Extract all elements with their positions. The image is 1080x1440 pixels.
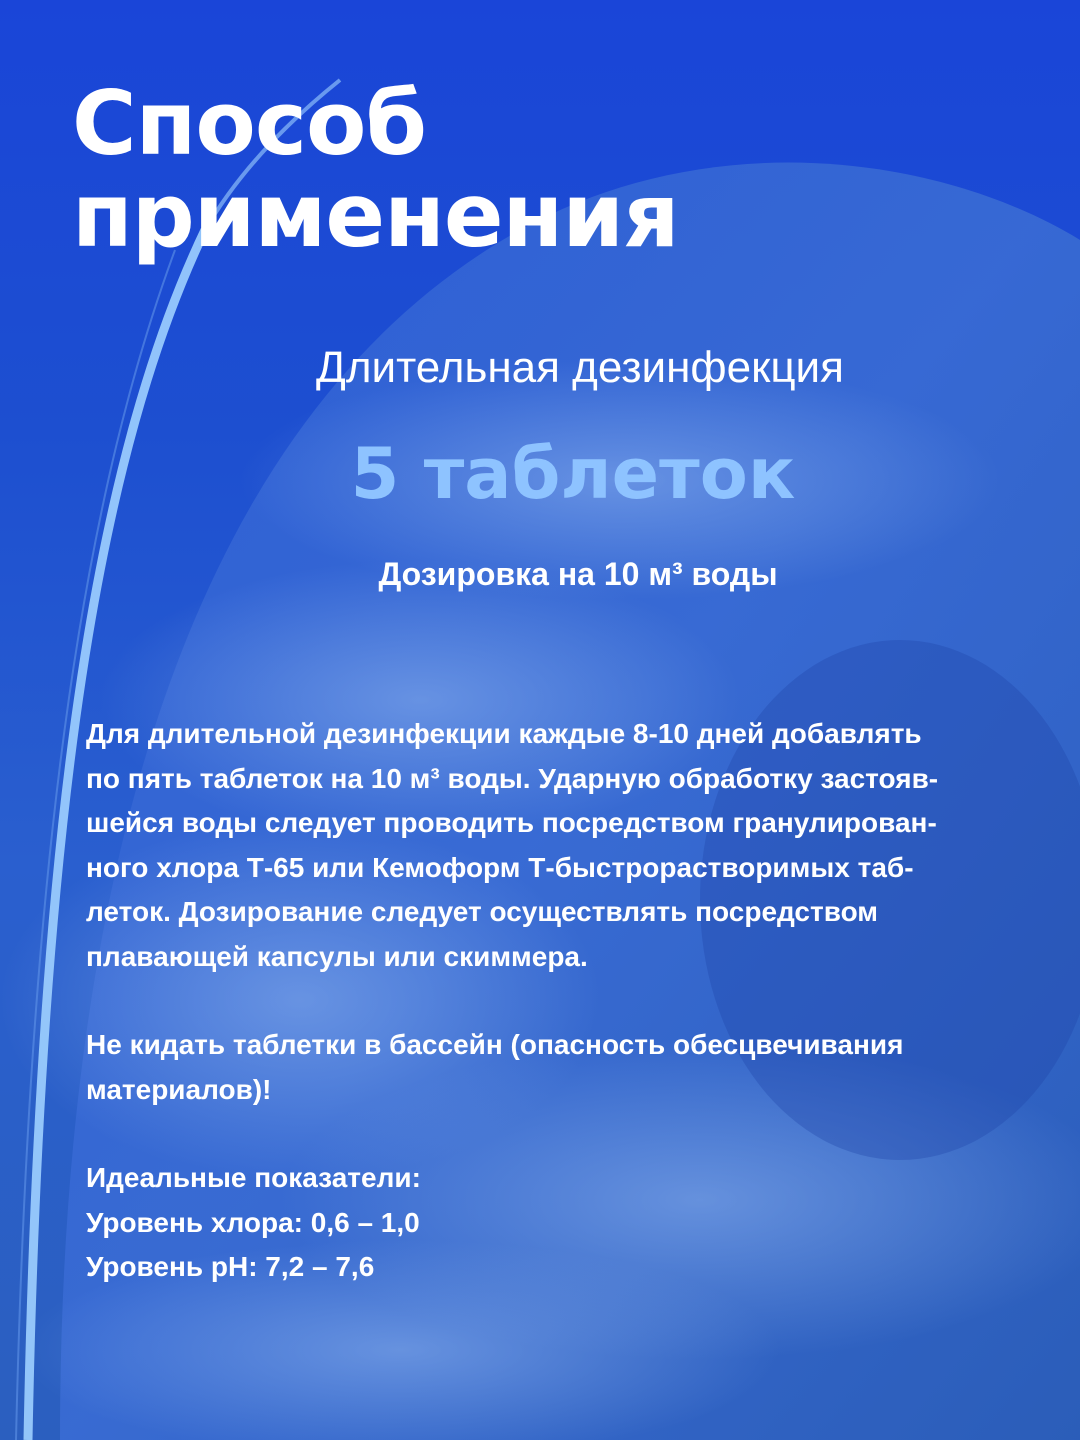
instructions-paragraph (86, 712, 1066, 979)
ideal-values (86, 1156, 1066, 1290)
title-line-2: применения (72, 164, 679, 267)
ph-level: Уровень pH: 7,2 – 7,6 (86, 1251, 375, 1282)
tablet-amount: 5 таблеток (350, 433, 796, 515)
subtitle: Длительная дезинфекция (316, 343, 844, 392)
dosage-note: Дозировка на 10 м³ воды (378, 556, 778, 592)
chlorine-level: Уровень хлора: 0,6 – 1,0 (86, 1206, 420, 1238)
ideal-heading: Идеальные показатели: (86, 1162, 421, 1193)
instructions-block (86, 712, 1066, 1290)
instructions-line: ного хлора Т-65 или Кемоформ Т-быстрорастворимых таб- (86, 851, 914, 883)
instructions-line: Для длительной дезинфекции каждые 8-10 дней добавлять (86, 718, 922, 749)
warning-paragraph (86, 1023, 1066, 1112)
warning-line: материалов)! (86, 1073, 272, 1105)
page-title (72, 72, 679, 267)
instructions-line: по пять таблеток на 10 м³ воды. Ударную обработку застояв- (86, 762, 939, 794)
instructions-line: леток. Дозирование следует осуществлять посредством (86, 896, 879, 927)
paragraph-spacer (86, 1112, 1066, 1156)
instructions-line: шейся воды следует проводить посредством гранулирован- (86, 807, 937, 838)
paragraph-spacer (86, 979, 1066, 1023)
warning-line: Не кидать таблетки в бассейн (опасность обесцвечивания (86, 1029, 904, 1060)
title-line-1: Способ (72, 72, 426, 175)
instructions-line: плавающей капсулы или скиммера. (86, 940, 588, 972)
